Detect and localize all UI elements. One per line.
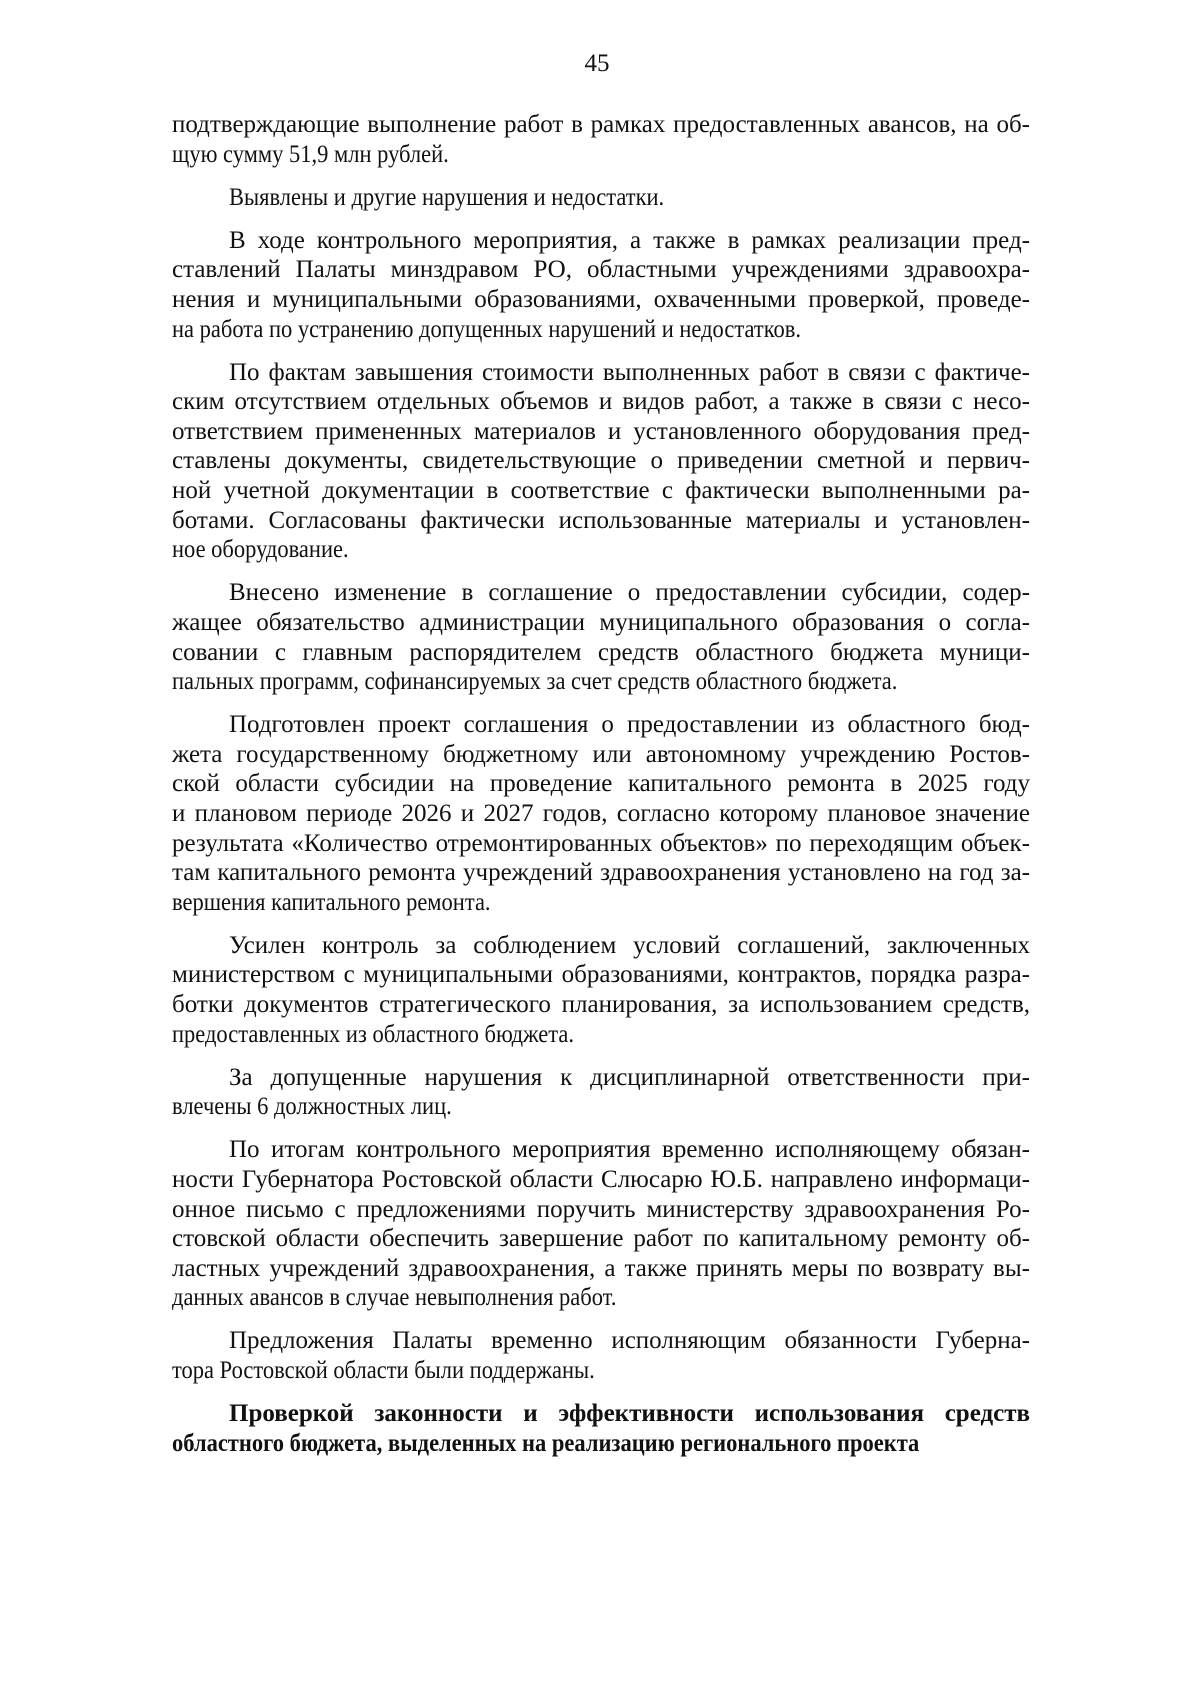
line-text: Проверкой законности и эффективности использования средств <box>229 1400 1030 1428</box>
line-text: вершения капитального ремонта. <box>172 888 491 916</box>
text-line <box>172 1356 1030 1386</box>
text-line <box>172 1326 1030 1356</box>
line-text: Усилен контроль за соблюдением условий соглашений, заключенных <box>229 931 1030 959</box>
text-line <box>172 535 1030 565</box>
text-line <box>172 1283 1030 1313</box>
line-text: жета государственному бюджетному или автономному учреждению Ростов- <box>172 740 1030 768</box>
line-text: совании с главным распорядителем средств областного бюджета муници- <box>172 638 1030 666</box>
line-text: По фактам завышения стоимости выполненных работ в связи с фактиче- <box>229 358 1030 386</box>
line-text: тора Ростовской области были поддержаны. <box>172 1357 595 1385</box>
paragraph <box>172 931 1030 1049</box>
line-text: там капитального ремонта учреждений здравоохранения установлено на год за- <box>172 859 1030 887</box>
section-heading-paragraph <box>172 1399 1030 1458</box>
text-line <box>172 888 1030 918</box>
text-line <box>172 608 1030 638</box>
text-line <box>172 1165 1030 1195</box>
paragraph <box>172 578 1030 696</box>
text-line <box>172 710 1030 740</box>
line-text: Внесено изменение в соглашение о предоставлении субсидии, содер- <box>229 579 1030 607</box>
line-text: Выявлены и другие нарушения и недостатки. <box>229 183 665 211</box>
line-text: ставлены документы, свидетельствующие о приведении сметной и первич- <box>172 447 1030 475</box>
text-line <box>172 387 1030 417</box>
line-text: данных авансов в случае невыполнения работ. <box>172 1284 617 1312</box>
paragraph <box>172 1326 1030 1385</box>
line-text: онное письмо с предложениями поручить министерству здравоохранения Ро- <box>172 1195 1030 1223</box>
line-text: По итогам контрольного мероприятия временно исполняющему обязан- <box>229 1136 1030 1164</box>
text-line <box>172 1195 1030 1225</box>
text-line <box>172 1092 1030 1122</box>
text-line <box>172 667 1030 697</box>
line-text: влечены 6 должностных лиц. <box>172 1093 452 1121</box>
text-line <box>172 1254 1030 1284</box>
line-text: ской области субсидии на проведение капитального ремонта в 2025 году <box>172 770 1030 798</box>
text-line <box>172 476 1030 506</box>
line-text: министерством с муниципальными образованиями, контрактов, порядка разра- <box>172 961 1030 989</box>
line-text: и плановом периоде 2026 и 2027 годов, согласно которому плановое значение <box>172 799 1030 827</box>
text-line <box>172 285 1030 315</box>
line-text: ботки документов стратегического планирования, за использованием средств, <box>172 991 1030 1019</box>
text-line <box>172 740 1030 770</box>
text-line <box>172 769 1030 799</box>
text-line <box>172 1063 1030 1093</box>
line-text: предоставленных из областного бюджета. <box>172 1020 575 1048</box>
line-text: стовской области обеспечить завершение работ по капитальному ремонту об- <box>172 1225 1030 1253</box>
line-text: нения и муниципальными образованиями, охваченными проверкой, проведе- <box>172 285 1030 313</box>
text-line <box>172 417 1030 447</box>
text-line <box>172 506 1030 536</box>
text-line <box>172 446 1030 476</box>
paragraph <box>172 110 1030 169</box>
line-text: За допущенные нарушения к дисциплинарной ответственности при- <box>229 1063 1030 1091</box>
paragraph <box>172 183 1030 213</box>
paragraph <box>172 226 1030 344</box>
page-number: 45 <box>584 50 610 77</box>
line-text: областного бюджета, выделенных на реализацию регионального проекта <box>172 1429 920 1457</box>
text-line <box>172 140 1030 170</box>
text-line <box>172 799 1030 829</box>
line-text: ботами. Согласованы фактически использованные материалы и установлен- <box>172 506 1030 534</box>
line-text: на работа по устранению допущенных нарушений и недостатков. <box>172 315 802 343</box>
line-text: ставлений Палаты минздравом РО, областными учреждениями здравоохра- <box>172 256 1030 284</box>
text-line <box>172 931 1030 961</box>
line-text: результата «Количество отремонтированных объектов» по переходящим объек- <box>172 829 1030 857</box>
text-line <box>172 638 1030 668</box>
line-text: Подготовлен проект соглашения о предоставлении из областного бюд- <box>229 711 1030 739</box>
line-text: ответствием примененных материалов и установленного оборудования пред- <box>172 417 1030 445</box>
text-line <box>172 829 1030 859</box>
text-line <box>172 1399 1030 1429</box>
line-text: Предложения Палаты временно исполняющим обязанности Губерна- <box>229 1327 1030 1355</box>
text-line <box>172 226 1030 256</box>
text-line <box>172 183 1030 213</box>
line-text: ским отсутствием отдельных объемов и видов работ, а также в связи с несо- <box>172 388 1030 416</box>
text-line <box>172 1135 1030 1165</box>
paragraph <box>172 710 1030 917</box>
text-line <box>172 110 1030 140</box>
line-text: жащее обязательство администрации муниципального образования о согла- <box>172 608 1030 636</box>
line-text: ности Губернатора Ростовской области Слюсарю Ю.Б. направлено информаци- <box>172 1166 1030 1193</box>
text-line <box>172 578 1030 608</box>
line-text: ластных учреждений здравоохранения, а также принять меры по возврату вы- <box>172 1254 1030 1282</box>
paragraph <box>172 1135 1030 1313</box>
document-body <box>172 110 1030 1458</box>
line-text: В ходе контрольного мероприятия, а также в рамках реализации пред- <box>229 226 1030 254</box>
text-line <box>172 1020 1030 1050</box>
text-line <box>172 255 1030 285</box>
line-text: пальных программ, софинансируемых за счет средств областного бюджета. <box>172 668 898 696</box>
line-text: ное оборудование. <box>172 536 349 564</box>
line-text: щую сумму 51,9 млн рублей. <box>172 140 449 168</box>
text-line <box>172 990 1030 1020</box>
line-text: подтверждающие выполнение работ в рамках предоставленных авансов, на об- <box>172 111 1030 138</box>
text-line <box>172 315 1030 345</box>
text-line <box>172 358 1030 388</box>
text-line <box>172 858 1030 888</box>
paragraph <box>172 1063 1030 1122</box>
text-line <box>172 1429 1030 1459</box>
paragraph <box>172 358 1030 565</box>
line-text: ной учетной документации в соответствие с фактически выполненными ра- <box>172 477 1030 505</box>
text-line <box>172 1224 1030 1254</box>
text-line <box>172 960 1030 990</box>
